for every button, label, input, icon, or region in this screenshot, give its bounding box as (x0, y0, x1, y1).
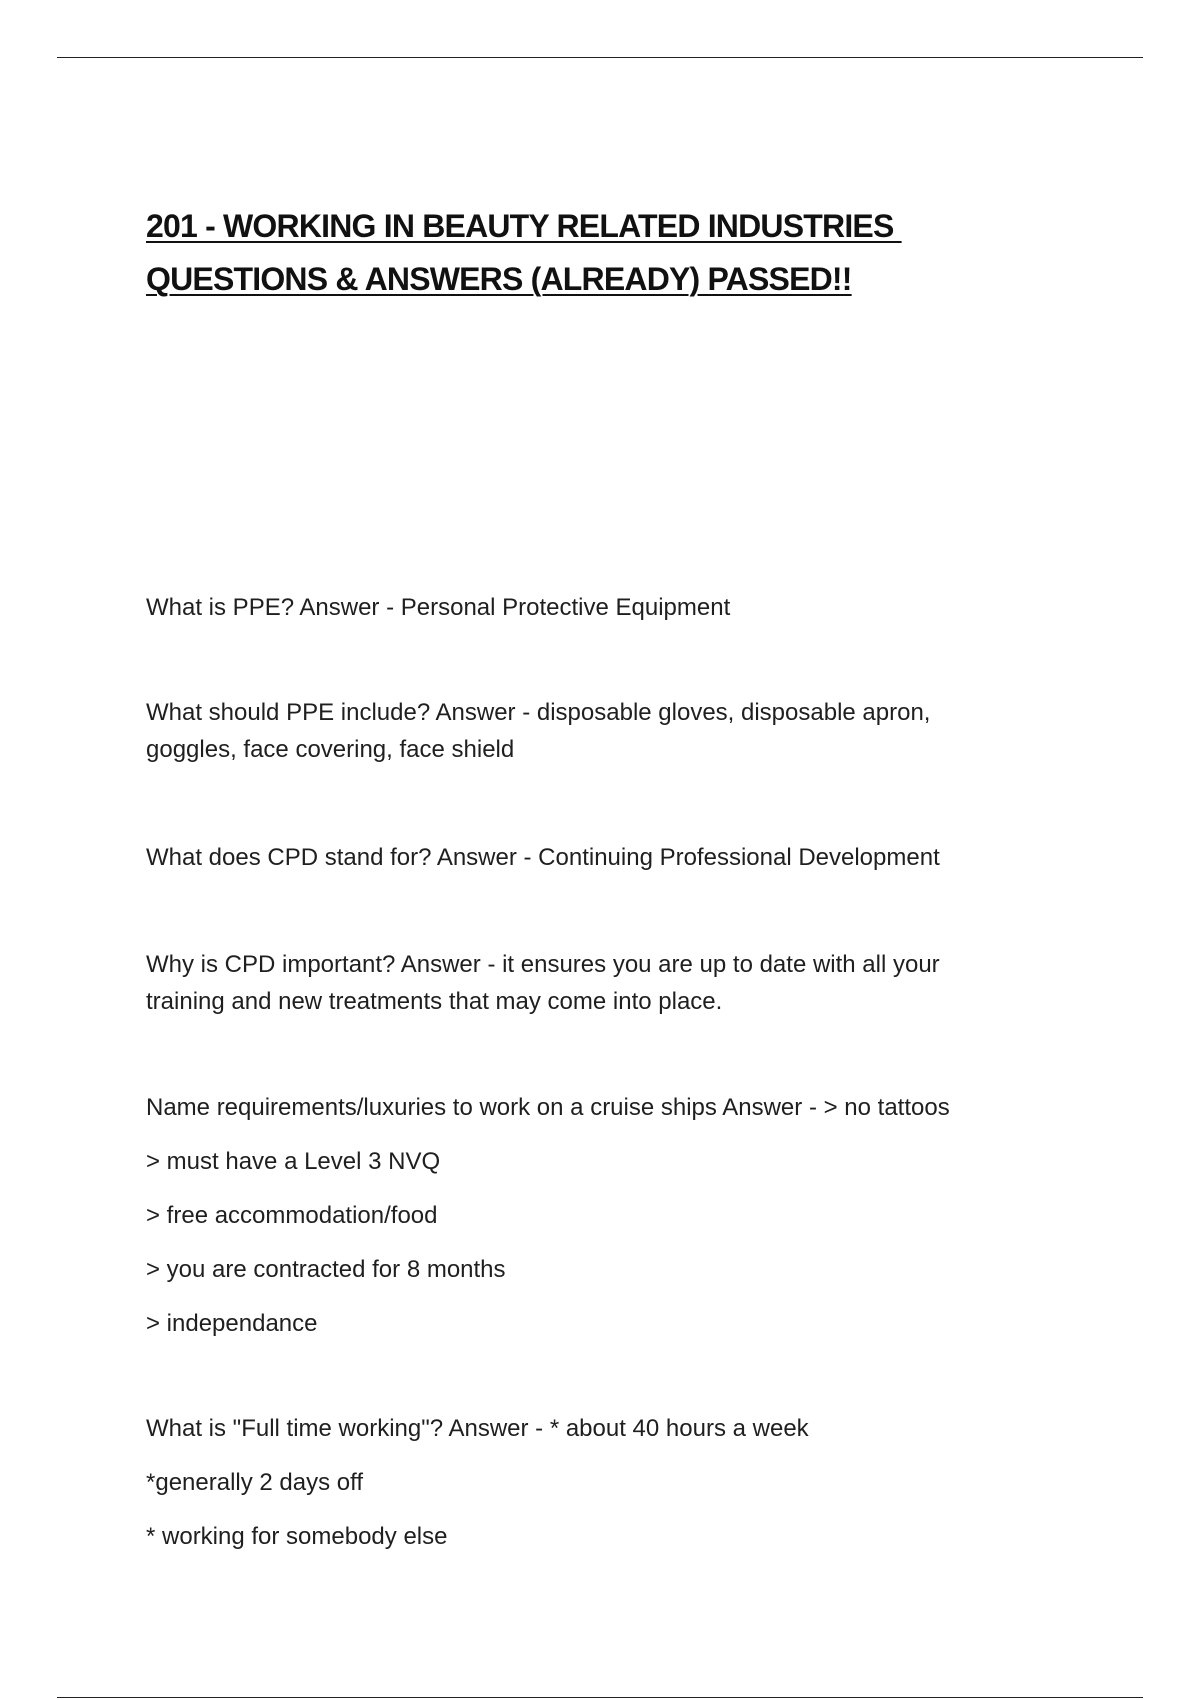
title-line-1: 201 - WORKING IN BEAUTY RELATED INDUSTRIES (146, 208, 902, 244)
qa-line: What is "Full time working"? Answer - * about 40 hours a week (146, 1415, 809, 1442)
qa-line: > you are contracted for 8 months (146, 1256, 506, 1283)
qa-item-ppe (146, 589, 1146, 626)
qa-item-cruise-ships (146, 1089, 1146, 1342)
qa-item-cpd-importance (146, 946, 1146, 1020)
qa-line: > independance (146, 1310, 318, 1337)
qa-line: What should PPE include? Answer - disposable gloves, disposable apron, (146, 699, 931, 726)
qa-item-ppe-include (146, 694, 1146, 768)
title-line-2: QUESTIONS & ANSWERS (ALREADY) PASSED!! (146, 261, 852, 297)
qa-line: > free accommodation/food (146, 1202, 438, 1229)
qa-line: goggles, face covering, face shield (146, 736, 515, 763)
bottom-rule (57, 1697, 1143, 1698)
qa-line: What is PPE? Answer - Personal Protective Equipment (146, 594, 731, 621)
qa-item-cpd-meaning (146, 839, 1146, 876)
qa-line: training and new treatments that may come into place. (146, 988, 723, 1015)
qa-item-full-time (146, 1410, 1146, 1555)
qa-line: * working for somebody else (146, 1523, 448, 1550)
qa-line: What does CPD stand for? Answer - Continuing Professional Development (146, 844, 940, 871)
qa-line: > must have a Level 3 NVQ (146, 1148, 441, 1175)
document-title (146, 200, 1146, 306)
qa-line: Why is CPD important? Answer - it ensures you are up to date with all your (146, 951, 940, 978)
top-rule (57, 57, 1143, 58)
qa-line: *generally 2 days off (146, 1469, 364, 1496)
qa-line: Name requirements/luxuries to work on a cruise ships Answer - > no tattoos (146, 1094, 950, 1121)
